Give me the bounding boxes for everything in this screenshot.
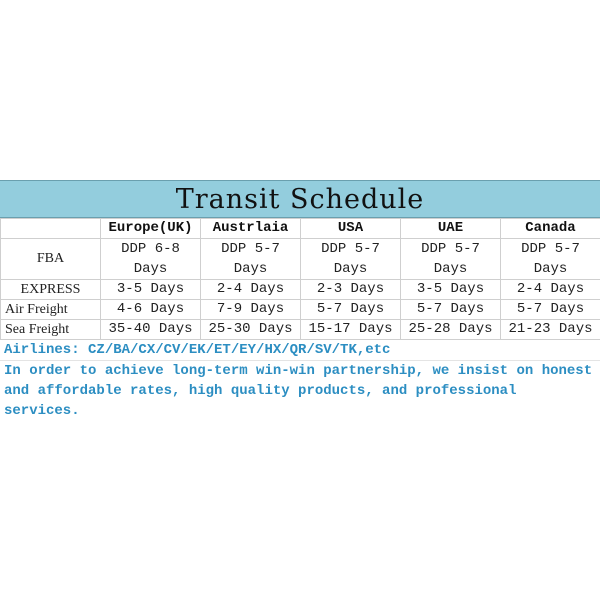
- cell-express-australia: 2-4 Days: [201, 280, 301, 300]
- transit-schedule-sheet: [0, 180, 600, 421]
- cell-air-europe: 4-6 Days: [101, 300, 201, 320]
- cell-express-europe: 3-5 Days: [101, 280, 201, 300]
- row-label-sea-freight: Sea Freight: [1, 320, 101, 340]
- cell-express-canada: 2-4 Days: [501, 280, 600, 300]
- table-row-sea-freight: [1, 320, 600, 340]
- cell-line: DDP 5-7: [321, 241, 380, 257]
- cell-express-usa: 2-3 Days: [301, 280, 401, 300]
- cell-line: Days: [533, 261, 568, 277]
- cell-sea-usa: 15-17 Days: [301, 320, 401, 340]
- schedule-table: [0, 218, 600, 340]
- cell-sea-uae: 25-28 Days: [401, 320, 501, 340]
- cell-line: DDP 6-8: [121, 241, 180, 257]
- cell-air-usa: 5-7 Days: [301, 300, 401, 320]
- row-label-express: EXPRESS: [1, 280, 101, 300]
- cell-line: DDP 5-7: [421, 241, 480, 257]
- table-row-fba: [1, 239, 600, 280]
- table-row-air-freight: [1, 300, 600, 320]
- cell-line: DDP 5-7: [221, 241, 280, 257]
- row-label-air-freight: Air Freight: [1, 300, 101, 320]
- cell-air-australia: 7-9 Days: [201, 300, 301, 320]
- cell-fba-usa: [301, 239, 401, 280]
- header-cell-usa: USA: [301, 219, 401, 239]
- title-bar: [0, 180, 600, 218]
- cell-air-canada: 5-7 Days: [501, 300, 600, 320]
- cell-line: DDP 5-7: [521, 241, 580, 257]
- cell-fba-australia: [201, 239, 301, 280]
- row-label-fba: FBA: [1, 239, 101, 280]
- cell-sea-europe: 35-40 Days: [101, 320, 201, 340]
- cell-fba-uae: [401, 239, 501, 280]
- partnership-note: In order to achieve long-term win-win partnership, we insist on honest and affordable rates, high quality products, and professional services.: [4, 363, 593, 419]
- cell-fba-canada: [501, 239, 600, 280]
- header-cell-europe: Europe(UK): [101, 219, 201, 239]
- cell-line: Days: [233, 261, 268, 277]
- cell-sea-canada: 21-23 Days: [501, 320, 600, 340]
- airlines-note: Airlines: CZ/BA/CX/CV/EK/ET/EY/HX/QR/SV/TK,etc: [0, 340, 600, 361]
- cell-line: Days: [133, 261, 168, 277]
- table-row-express: [1, 280, 600, 300]
- header-cell-australia: Austrlaia: [201, 219, 301, 239]
- cell-air-uae: 5-7 Days: [401, 300, 501, 320]
- header-cell-empty: [1, 219, 101, 239]
- cell-sea-australia: 25-30 Days: [201, 320, 301, 340]
- cell-line: Days: [333, 261, 368, 277]
- header-row: [1, 219, 600, 239]
- cell-express-uae: 3-5 Days: [401, 280, 501, 300]
- cell-line: Days: [433, 261, 468, 277]
- cell-fba-europe: [101, 239, 201, 280]
- header-cell-canada: Canada: [501, 219, 600, 239]
- header-cell-uae: UAE: [401, 219, 501, 239]
- page-title: Transit Schedule: [175, 183, 425, 215]
